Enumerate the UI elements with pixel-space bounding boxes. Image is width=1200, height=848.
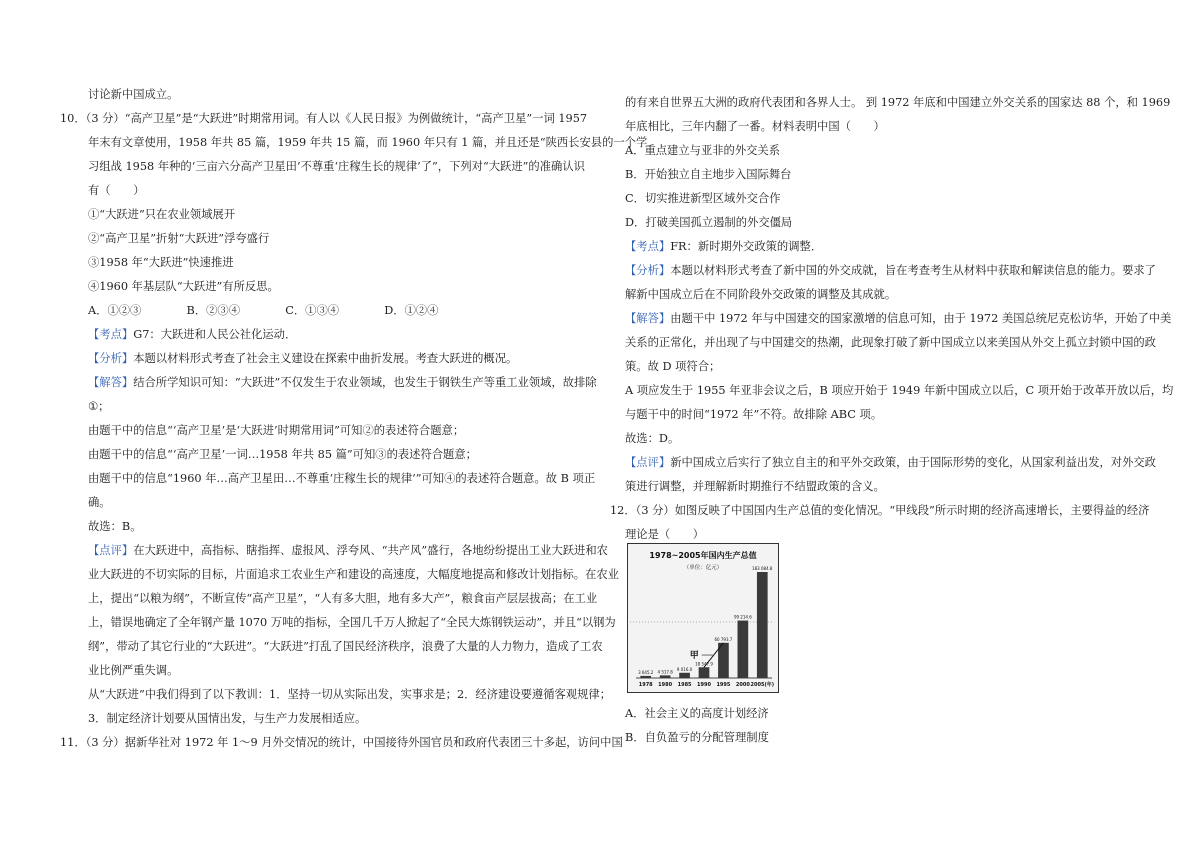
line-text: 3．制定经济计划要从国情出发，与生产力发展相适应。: [88, 712, 367, 725]
section-tag: 【考点】: [625, 240, 671, 253]
line-text: 习组战 1958 年种的‘三亩六分高产卫星田’不尊重‘庄稼生长的规律’了”，下列对“大跃进”的准确认识: [88, 160, 585, 173]
bar-value-label: 18 547.9: [695, 661, 713, 667]
x-tick-label: 1980: [658, 682, 673, 688]
line-text: 在大跃进中，高指标、瞎指挥、虚报风、浮夸风、“共产风”盛行，各地纷纷提出工业大跃进和农: [133, 544, 608, 557]
section-tag: 【分析】: [88, 352, 134, 365]
line-text: 本题以材料形式考查了社会主义建设在探索中曲折发展。考查大跃进的概况。: [133, 352, 518, 365]
right-text-line: [625, 360, 720, 374]
line-text: 本题以材料形式考查了新中国的外交成就，旨在考查考生从材料中获取和解读信息的能力。要求了: [670, 264, 1156, 277]
line-text: 与题干中的时间“1972 年”不符。故排除 ABC 项。: [625, 408, 883, 421]
left-text-line: [88, 712, 366, 726]
line-text: 纲”，带动了其它行业的“大跃进”。“大跃进”打乱了国民经济秩序，浪费了大量的人力物力，造成了工农: [88, 640, 603, 653]
x-tick-label: 2000: [735, 682, 750, 688]
line-text: D．打破美国孤立遏制的外交僵局: [625, 216, 793, 229]
line-text: 上，提出“以粮为纲”，不断宣传“高产卫星”，“人有多大胆，地有多大产”，粮食亩产层层拔高；在工业: [88, 592, 598, 605]
left-text-line: [88, 376, 597, 390]
right-text-line: [625, 264, 1156, 278]
left-text-line: [88, 88, 178, 102]
line-text: 业比例严重失调。: [88, 664, 179, 677]
x-tick-label: 1978: [638, 682, 653, 688]
jia-annotation: 甲: [689, 651, 699, 662]
line-text: 故选：D。: [625, 432, 680, 445]
bar-value-label: 3 645.2: [638, 669, 654, 675]
section-tag: 【解答】: [88, 376, 134, 389]
left-text-line: [88, 568, 619, 582]
chart-subtitle: （单位：亿元）: [683, 565, 723, 571]
chart-title: 1978~2005年国内生产总值: [649, 551, 757, 560]
line-text: G7：大跃进和人民公社化运动．: [133, 328, 297, 341]
right-text-line: [625, 384, 1173, 398]
left-text-line: [88, 256, 234, 270]
bar-value-label: 60 793.7: [714, 636, 733, 642]
section-tag: 【点评】: [88, 544, 134, 557]
line-text: FR：新时期外交政策的调整．: [670, 240, 823, 253]
left-text-line: [88, 160, 585, 174]
line-text: 关系的正常化，并出现了与中国建交的热潮，此现象打破了新中国成立以来美国从外交上孤立封锁中国的政: [625, 336, 1156, 349]
line-text: 年末有文章使用，1958 年共 85 篇，1959 年共 15 篇，而 1960 年只有 1 篇，并且还是“陕西长安县的一个学: [88, 136, 648, 149]
right-text-line: [625, 216, 792, 230]
left-text-line: [88, 328, 296, 342]
left-text-line: [60, 736, 623, 750]
chart-bar: [660, 675, 671, 678]
left-text-line: [88, 592, 597, 606]
line-text: ④1960 年基层队“大跃进”有所反思。: [88, 280, 279, 293]
x-tick-label: 1990: [697, 682, 711, 688]
left-text-line: [88, 448, 477, 462]
line-text: 策进行调整，并理解新时期推行不结盟政策的含义。: [625, 480, 885, 493]
right-text-line: [625, 731, 769, 745]
left-text-line: [88, 424, 464, 438]
left-text-line: [88, 400, 109, 414]
right-text-line: [625, 456, 1156, 470]
line-text: 的有来自世界五大洲的政府代表团和各界人士。 到 1972 年底和中国建立外交关系的国家达 88 个，和 1969: [625, 96, 1171, 109]
bar-value-label: 4 517.8: [657, 669, 673, 675]
gdp-chart-svg: [628, 544, 778, 692]
section-tag: 【点评】: [625, 456, 671, 469]
right-text-line: [625, 240, 822, 254]
line-text: ①“大跃进”只在农业领域展开: [88, 208, 236, 221]
left-text-line: [60, 112, 587, 126]
line-text: C．切实推进新型区域外交合作: [625, 192, 781, 205]
x-tick-label: 1985: [677, 682, 692, 688]
bar-value-label: 183 084.8: [752, 566, 773, 572]
line-text: 讨论新中国成立。: [88, 88, 179, 101]
right-text-line: [625, 408, 882, 422]
line-text: 11．（3 分）据新华社对 1972 年 1～9 月外交情况的统计，中国接待外国官员和政府代表团三十多起，访问中国: [60, 736, 623, 749]
left-text-line: [88, 664, 178, 678]
right-text-line: [625, 336, 1156, 350]
line-text: 确。: [88, 496, 111, 509]
line-text: 10．（3 分）“高产卫星”是“大跃进”时期常用词。有人以《人民日报》为例做统计，“高产卫星”一词 1957: [60, 112, 588, 125]
chart-bar: [757, 572, 768, 678]
line-text: 由题干中的信息“‘高产卫星’是‘大跃进’时期常用词”可知②的表述符合题意；: [88, 424, 465, 437]
left-text-line: [88, 136, 647, 150]
chart-bar: [679, 673, 690, 678]
line-text: 解新中国成立后在不同阶段外交政策的调整及其成就。: [625, 288, 897, 301]
x-tick-label: 2005(年): [750, 682, 775, 688]
line-text: 12．（3 分）如图反映了中国国内生产总值的变化情况。“甲线段”所示时期的经济高速增长，主要得益的经济: [610, 504, 1150, 517]
chart-bar: [640, 676, 651, 678]
line-text: A 项应发生于 1955 年亚非会议之后，B 项应开始于 1949 年新中国成立以后，C 项开始于改革开放以后，均: [625, 384, 1174, 397]
x-tick-label: 1995: [716, 682, 731, 688]
line-text: ①；: [88, 400, 110, 413]
bar-value-label: 99 214.6: [733, 614, 752, 620]
line-text: 上，错误地确定了全年钢产量 1070 万吨的指标，全国几千万人掀起了“全民大炼钢铁运动”，并且“以钢为: [88, 616, 616, 629]
line-text: 策。故 D 项符合；: [625, 360, 721, 373]
line-text: 从“大跃进”中我们得到了以下教训：1．坚持一切从实际出发，实事求是；2．经济建设要遵循客观规律；: [88, 688, 611, 701]
line-text: ②“高产卫星”折射“大跃进”浮夸盛行: [88, 232, 270, 245]
right-text-line: [625, 168, 791, 182]
right-text-line: [625, 288, 896, 302]
line-text: 年底相比，三年内翻了一番。材料表明中国（ ）: [625, 120, 885, 133]
right-text-line: [625, 528, 704, 542]
left-text-line: [88, 616, 616, 630]
line-text: 新中国成立后实行了独立自主的和平外交政策，由于国际形势的变化，从国家利益出发，对外交政: [670, 456, 1156, 469]
line-text: A．①②③ B．②③④ C．①③④ D．①②④: [88, 304, 439, 317]
right-text-line: [625, 120, 885, 134]
right-text-line: [610, 504, 1149, 518]
left-text-line: [88, 280, 279, 294]
line-text: 业大跃进的不切实际的目标，片面追求工农业生产和建设的高速度，大幅度地提高和修改计划指标。在农业: [88, 568, 619, 581]
right-text-line: [625, 312, 1171, 326]
left-text-line: [88, 520, 142, 534]
line-text: 故选：B。: [88, 520, 142, 533]
line-text: 由题干中 1972 年与中国建交的国家激增的信息可知，由于 1972 美国总统尼克松访华，开始了中美: [670, 312, 1172, 325]
line-text: B．开始独立自主地步入国际舞台: [625, 168, 792, 181]
chart-bar: [699, 667, 710, 678]
left-text-line: [88, 496, 111, 510]
left-text-line: [88, 688, 611, 702]
line-text: ③1958 年“大跃进”快速推进: [88, 256, 234, 269]
right-text-line: [625, 432, 679, 446]
right-text-line: [625, 144, 780, 158]
gdp-chart: [627, 543, 779, 693]
chart-bar: [738, 621, 749, 678]
section-tag: 【解答】: [625, 312, 671, 325]
left-text-line: [88, 304, 438, 318]
line-text: 由题干中的信息“1960 年…高产卫星田…不尊重‘庄稼生长的规律’”可知④的表述符合题意。故 B 项正: [88, 472, 596, 485]
line-text: 由题干中的信息“‘高产卫星’一词…1958 年共 85 篇”可知③的表述符合题意；: [88, 448, 477, 461]
right-text-line: [625, 707, 769, 721]
right-text-line: [625, 192, 781, 206]
bar-value-label: 9 016.0: [676, 666, 693, 672]
line-text: A．社会主义的高度计划经济: [625, 707, 769, 720]
left-text-line: [88, 208, 235, 222]
left-text-line: [88, 640, 603, 654]
left-text-line: [88, 184, 145, 198]
left-text-line: [88, 472, 595, 486]
right-text-line: [625, 96, 1170, 110]
right-text-line: [625, 480, 885, 494]
line-text: 理论是（ ）: [625, 528, 705, 541]
left-text-line: [88, 544, 608, 558]
left-text-line: [88, 232, 269, 246]
line-text: B．自负盈亏的分配管理制度: [625, 731, 769, 744]
section-tag: 【分析】: [625, 264, 671, 277]
line-text: 有（ ）: [88, 184, 145, 197]
line-text: A．重点建立与亚非的外交关系: [625, 144, 781, 157]
line-text: 结合所学知识可知：“大跃进”不仅发生于农业领域，也发生于钢铁生产等重工业领域，故排除: [133, 376, 597, 389]
left-text-line: [88, 352, 517, 366]
section-tag: 【考点】: [88, 328, 134, 341]
